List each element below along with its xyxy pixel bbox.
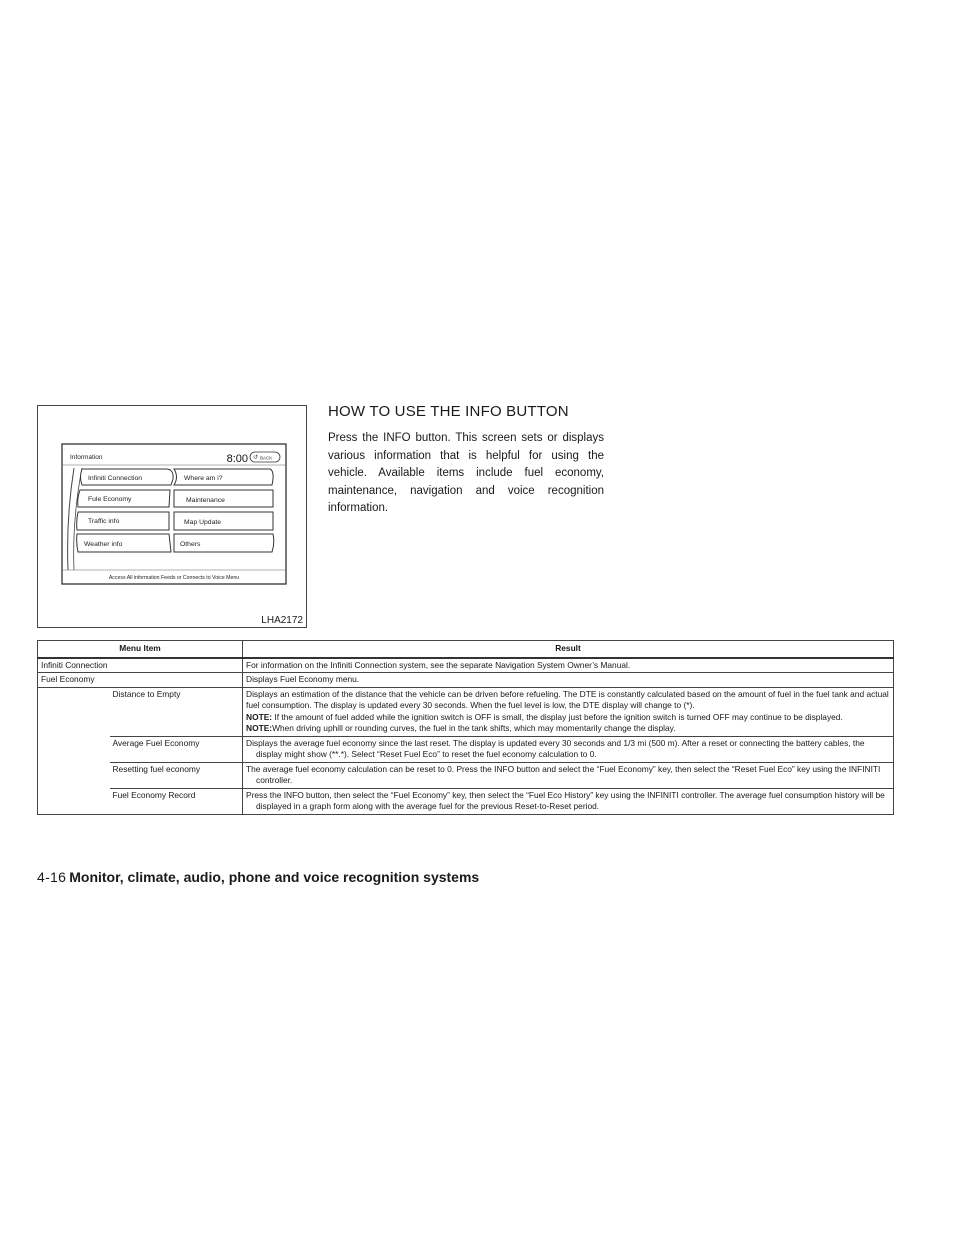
result-cell [243,762,894,788]
screen-status-text: Access All information Feeds or Connects to Voice Menu [108,575,240,581]
result-text: Displays the average fuel economy since the last reset. The display is updated every 30 seconds and 1/3 mi (500 m). After a reset or connecting the battery cables, the display might show (**.*). Select “Reset Fuel Eco” to reset the fuel economy calculation to 0. [246,737,865,759]
menu-label-left-2: Fule Economy [88,496,132,503]
result-cell [243,736,894,762]
note-label: NOTE: [246,711,273,722]
table-row [38,762,894,788]
menu-label-left-4: Weather info [84,541,123,548]
menu-label-right-2: Maintenance [186,497,225,504]
result-cell: For information on the Infiniti Connection system, see the separate Navigation System Owner’s Manual. [243,658,894,673]
note-text: When driving uphill or rounding curves, the fuel in the tank shifts, which may momentarily change the display. [272,723,676,733]
table-row [38,788,894,814]
sub-item-cell: Distance to Empty [110,687,243,736]
column-header-result: Result [243,641,894,658]
note-text: If the amount of fuel added while the ignition switch is OFF is small, the display just before the ignition switch is turned OFF may continue to be displayed. [274,711,843,722]
menu-item-cell: Infiniti Connection [38,658,243,673]
indent-cell [38,788,110,814]
indent-cell [38,762,110,788]
result-cell [243,788,894,814]
section-heading: HOW TO USE THE INFO BUTTON [328,403,569,420]
screen-title: Information [70,454,103,461]
sub-item-cell: Resetting fuel economy [110,762,243,788]
screen-clock: 8:00 [226,453,248,465]
table-row [38,658,894,673]
sub-item-cell: Fuel Economy Record [110,788,243,814]
menu-label-right-1: Where am i? [184,475,223,482]
info-screen-illustration [38,406,306,627]
table-row [38,687,894,736]
result-cell [243,687,894,736]
back-arrow-icon: ↺ [253,455,259,461]
back-button-label: BACK [260,455,273,461]
table-row [38,673,894,688]
page-footer [37,869,479,885]
note-label: NOTE: [246,723,273,733]
section-intro: Press the INFO button. This screen sets or displays various information that is helpful for using the vehicle. Available items include fuel economy, maintenance, navigation and voice recognition information. [328,432,604,514]
menu-items-table [37,640,894,815]
menu-item-cell: Fuel Economy [38,673,243,688]
indent-cell [38,687,110,736]
menu-label-right-3: Map Update [184,519,222,526]
info-screen-figure [37,405,307,628]
result-text: The average fuel economy calculation can be reset to 0. Press the INFO button and select the “Fuel Economy” key, then select the “Reset Fuel Eco” key using the INFINITI controller. [246,763,881,785]
figure-code: LHA2172 [261,615,303,626]
menu-label-right-4: Others [180,541,201,548]
column-header-menu-item: Menu Item [38,641,243,658]
result-cell: Displays Fuel Economy menu. [243,673,894,688]
menu-label-left-1: Infiniti Connection [88,475,143,482]
menu-label-left-3: Traffic info [88,518,120,525]
result-text: Displays an estimation of the distance that the vehicle can be driven before refueling. The DTE is constantly calculated based on the amount of fuel in the fuel tank and actual fuel consumption. The display is updated every 30 seconds. When the fuel level is low, the DTE display will change to (*). [246,688,889,710]
table-header-row [38,641,894,658]
table-row [38,736,894,762]
result-text: Press the INFO button, then select the “Fuel Economy” key, then select the “Fuel Eco History” key using the INFINITI controller. The average fuel consumption history will be displayed in a graph form along with the average fuel for the previous Reset-to-Reset period. [246,789,885,811]
page-number: 4-16 [37,869,67,885]
sub-item-cell: Average Fuel Economy [110,736,243,762]
indent-cell [38,736,110,762]
chapter-title: Monitor, climate, audio, phone and voice recognition systems [69,869,480,885]
